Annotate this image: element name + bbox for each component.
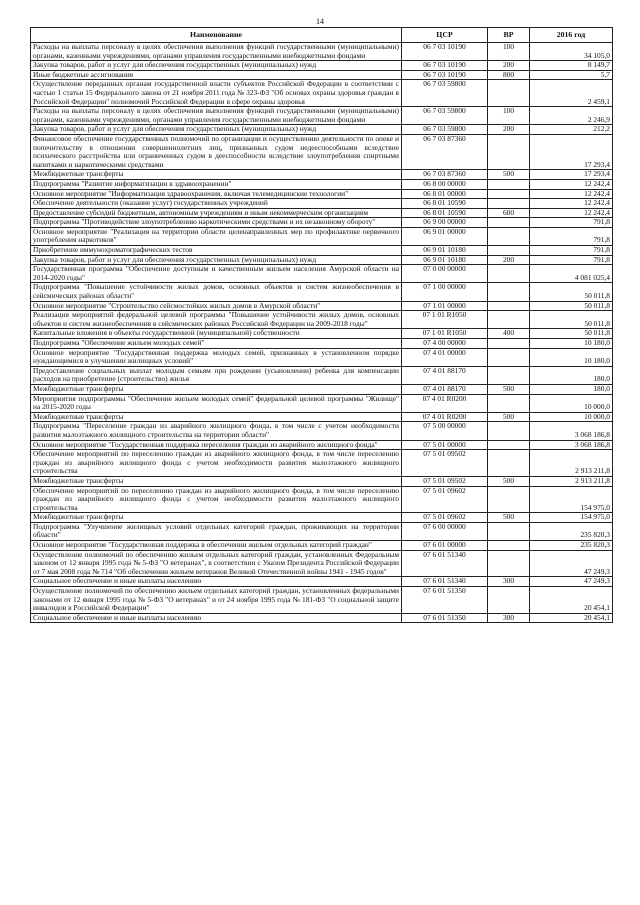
cell-vr (488, 366, 530, 384)
cell-vr (488, 450, 530, 477)
cell-vr (488, 218, 530, 228)
cell-sum: 50 011,8 (530, 283, 613, 301)
cell-csr: 07 6 01 51350 (402, 613, 488, 623)
cell-vr: 600 (488, 208, 530, 218)
cell-vr (488, 301, 530, 311)
cell-csr: 07 6 01 51340 (402, 577, 488, 587)
cell-name: Осуществление полномочий по обеспечению жильем отдельных категорий граждан, установленных Федеральным законом от 12 января 1995 года № 5-ФЗ "О ветеранах", в соответствии с Указом Президента Российской Федерации от 7 мая 2008 года № 714 "Об обеспечении жильем ветеранов Великой Отечественной войны 1941 - 1945 годов" (31, 550, 402, 577)
cell-name: Обеспечение мероприятий по переселению граждан из аварийного жилищного фонда, в том числе переселению граждан из аварийного жилищного фонда с учетом необходимости развития малоэтажного жилищного строительства (31, 486, 402, 513)
table-row (31, 348, 613, 366)
cell-name: Подпрограмма "Переселение граждан из аварийного жилищного фонда, в том числе с учетом необходимости развития малоэтажного жилищного строительства на территории области" (31, 422, 402, 440)
cell-sum: 34 105,0 (530, 43, 613, 61)
table-body (31, 43, 613, 623)
cell-name: Подпрограмма "Развитие информатизации в здравоохранении" (31, 179, 402, 189)
cell-csr: 07 4 01 R0200 (402, 412, 488, 422)
table-row (31, 218, 613, 228)
cell-csr: 07 1 01 00000 (402, 301, 488, 311)
cell-csr: 06 9 01 00000 (402, 227, 488, 245)
cell-name: Подпрограмма "Обеспечение жильем молодых семей" (31, 339, 402, 349)
cell-csr: 07 5 01 00000 (402, 440, 488, 450)
cell-sum: 50 011,8 (530, 329, 613, 339)
cell-sum: 20 454,1 (530, 613, 613, 623)
cell-name: Предоставление субсидий бюджетным, автономным учреждениям и иным некоммерческим организациям (31, 208, 402, 218)
cell-csr: 06 7 03 59800 (402, 125, 488, 135)
header-vr: ВР (488, 28, 530, 43)
cell-name: Государственная программа "Обеспечение доступным и качественным жильем населения Амурской области на 2014-2020 годы" (31, 265, 402, 283)
cell-csr: 06 7 03 87360 (402, 134, 488, 169)
cell-csr: 06 7 03 59800 (402, 107, 488, 125)
cell-sum: 12 242,4 (530, 179, 613, 189)
cell-csr: 07 4 01 00000 (402, 348, 488, 366)
cell-vr (488, 522, 530, 540)
cell-name: Основное мероприятие "Государственная поддержка в обеспечении жильем отдельных категорий граждан" (31, 541, 402, 551)
table-row (31, 394, 613, 412)
cell-csr: 06 8 01 10590 (402, 199, 488, 209)
cell-sum: 154 975,0 (530, 486, 613, 513)
cell-vr (488, 422, 530, 440)
cell-sum: 50 011,8 (530, 311, 613, 329)
table-row (31, 587, 613, 614)
cell-sum: 47 249,3 (530, 550, 613, 577)
cell-csr: 07 6 01 51350 (402, 587, 488, 614)
table-row (31, 283, 613, 301)
cell-csr: 07 4 01 88170 (402, 384, 488, 394)
cell-sum: 5,7 (530, 70, 613, 80)
cell-name: Подпрограмма "Улучшение жилищных условий отдельных категорий граждан, проживающих на территории области" (31, 522, 402, 540)
cell-name: Финансовое обеспечение государственных полномочий по организации и осуществлению деятельности по опеке и попечительству в отношении совершеннолетних лиц, признанных судом недееспособными вследствие психического расстройства или ограниченных судом в дееспособности вследствие злоупотребления спиртными напитками и наркотическими средствами (31, 134, 402, 169)
cell-vr: 500 (488, 476, 530, 486)
cell-name: Капитальные вложения в объекты государственной (муниципальной) собственности (31, 329, 402, 339)
table-header-row (31, 28, 613, 43)
cell-name: Социальное обеспечение и иные выплаты населению (31, 577, 402, 587)
cell-sum: 50 011,8 (530, 301, 613, 311)
table-row (31, 522, 613, 540)
cell-vr (488, 311, 530, 329)
table-row (31, 366, 613, 384)
cell-sum: 12 242,4 (530, 189, 613, 199)
cell-vr (488, 394, 530, 412)
cell-vr: 400 (488, 329, 530, 339)
cell-csr: 07 6 00 00000 (402, 522, 488, 540)
cell-name: Межбюджетные трансферты (31, 513, 402, 523)
cell-sum: 791,8 (530, 218, 613, 228)
cell-vr (488, 541, 530, 551)
cell-csr: 07 6 01 51340 (402, 550, 488, 577)
cell-name: Межбюджетные трансферты (31, 412, 402, 422)
table-row (31, 80, 613, 107)
table-row (31, 125, 613, 135)
cell-sum: 10 180,0 (530, 339, 613, 349)
cell-sum: 47 249,3 (530, 577, 613, 587)
cell-name: Реализация мероприятий федеральной целевой программы "Повышение устойчивости жилых домов, основных объектов и систем жизнеобеспечения в сейсмических районах Российской Федерации на 2009-2018 годы" (31, 311, 402, 329)
cell-vr: 500 (488, 170, 530, 180)
table-row (31, 43, 613, 61)
cell-vr (488, 189, 530, 199)
cell-vr (488, 283, 530, 301)
cell-csr: 07 0 00 00000 (402, 265, 488, 283)
cell-name: Социальное обеспечение и иные выплаты населению (31, 613, 402, 623)
cell-sum: 10 000,0 (530, 394, 613, 412)
header-name: Наименование (31, 28, 402, 43)
header-csr: ЦСР (402, 28, 488, 43)
cell-vr (488, 440, 530, 450)
cell-sum: 12 242,4 (530, 199, 613, 209)
cell-name: Основное мероприятие "Информатизация здравоохранения, включая телемедицинские технологии" (31, 189, 402, 199)
cell-sum: 17 293,4 (530, 170, 613, 180)
cell-name: Предоставление социальных выплат молодым семьям при рождении (усыновлении) ребенка для компенсации расходов на приобретение (строительство) жилья (31, 366, 402, 384)
cell-csr: 06 8 00 00000 (402, 179, 488, 189)
cell-csr: 06 7 03 59800 (402, 80, 488, 107)
cell-name: Мероприятия подпрограммы "Обеспечение жильем молодых семей" федеральной целевой программы "Жилище" на 2015-2020 годы (31, 394, 402, 412)
cell-name: Осуществление полномочий по обеспечению жильем отдельных категорий граждан, установленных федеральными законами от 12 января 1995 года № 5-ФЗ "О ветеранах" и от 24 ноября 1995 года № 181-ФЗ "О социальной защите инвалидов в Российской Федерации" (31, 587, 402, 614)
cell-name: Осуществление переданных органам государственной власти субъектов Российской Федерации в соответствии с частью 1 статьи 15 Федерального закона от 21 ноября 2011 года № 323-ФЗ "Об основах охраны здоровья граждан в Российской Федерации" полномочий Российской Федерации в сфере охраны здоровья (31, 80, 402, 107)
cell-csr: 06 9 01 10180 (402, 255, 488, 265)
cell-sum: 10 000,0 (530, 412, 613, 422)
cell-name: Закупка товаров, работ и услуг для обеспечения государственных (муниципальных) нужд (31, 61, 402, 71)
cell-sum: 3 068 186,8 (530, 422, 613, 440)
cell-name: Подпрограмма "Противодействие злоупотреблению наркотическими средствами и их незаконному обороту" (31, 218, 402, 228)
cell-sum: 2 913 211,8 (530, 450, 613, 477)
cell-name: Подпрограмма "Повышение устойчивости жилых домов, основных объектов и систем жизнеобеспечения в сейсмических районах области" (31, 283, 402, 301)
cell-csr: 07 1 01 R1050 (402, 329, 488, 339)
cell-vr: 200 (488, 125, 530, 135)
cell-vr (488, 486, 530, 513)
cell-vr (488, 339, 530, 349)
table-row (31, 265, 613, 283)
cell-name: Обеспечение деятельности (оказание услуг) государственных учреждений (31, 199, 402, 209)
table-row (31, 422, 613, 440)
cell-vr (488, 179, 530, 189)
cell-csr: 06 7 03 10190 (402, 43, 488, 61)
cell-name: Основное мероприятие "Реализация на территории области целенаправленных мер по профилактике первичного употребления наркотиков" (31, 227, 402, 245)
table-row (31, 613, 613, 623)
cell-vr: 500 (488, 384, 530, 394)
cell-name: Межбюджетные трансферты (31, 384, 402, 394)
cell-vr: 200 (488, 61, 530, 71)
cell-sum: 180,0 (530, 384, 613, 394)
cell-csr: 06 8 01 00000 (402, 189, 488, 199)
cell-csr: 07 4 01 88170 (402, 366, 488, 384)
cell-csr: 07 1 00 00000 (402, 283, 488, 301)
cell-vr (488, 199, 530, 209)
cell-sum: 180,0 (530, 366, 613, 384)
cell-sum: 2 913 211,8 (530, 476, 613, 486)
cell-vr (488, 348, 530, 366)
table-row (31, 450, 613, 477)
cell-sum: 10 180,0 (530, 348, 613, 366)
cell-vr (488, 246, 530, 256)
header-year: 2016 год (530, 28, 613, 43)
table-row (31, 311, 613, 329)
cell-csr: 07 4 00 00000 (402, 339, 488, 349)
cell-csr: 06 7 03 87360 (402, 170, 488, 180)
table-row (31, 246, 613, 256)
cell-sum: 20 454,1 (530, 587, 613, 614)
cell-name: Основное мероприятие "Государственная поддержка переселения граждан из аварийного жилищного фонда" (31, 440, 402, 450)
cell-sum: 212,2 (530, 125, 613, 135)
cell-vr (488, 134, 530, 169)
cell-vr (488, 550, 530, 577)
cell-sum: 4 081 025,4 (530, 265, 613, 283)
cell-vr (488, 80, 530, 107)
cell-sum: 791,8 (530, 227, 613, 245)
cell-vr: 200 (488, 255, 530, 265)
cell-vr: 300 (488, 577, 530, 587)
cell-name: Межбюджетные трансферты (31, 476, 402, 486)
table-row (31, 513, 613, 523)
cell-name: Расходы на выплаты персоналу в целях обеспечения выполнения функций государственными (муниципальными) органами, казенными учреждениями, органами управления государственными внебюджетными фондами (31, 107, 402, 125)
cell-sum: 2 246,9 (530, 107, 613, 125)
cell-name: Иные бюджетные ассигнования (31, 70, 402, 80)
table-row (31, 476, 613, 486)
cell-csr: 07 6 01 00000 (402, 541, 488, 551)
cell-sum: 17 293,4 (530, 134, 613, 169)
cell-sum: 3 068 186,8 (530, 440, 613, 450)
cell-sum: 2 459,1 (530, 80, 613, 107)
budget-table (30, 27, 613, 623)
cell-csr: 07 4 01 R0200 (402, 394, 488, 412)
cell-vr: 500 (488, 412, 530, 422)
cell-sum: 12 242,4 (530, 208, 613, 218)
table-row (31, 199, 613, 209)
cell-vr (488, 587, 530, 614)
cell-name: Обеспечение мероприятий по переселению граждан из аварийного жилищного фонда, в том числе переселению граждан из аварийного жилищного фонда с учетом необходимости развития малоэтажного жилищного строительства (31, 450, 402, 477)
cell-csr: 07 5 00 00000 (402, 422, 488, 440)
table-row (31, 541, 613, 551)
table-row (31, 107, 613, 125)
cell-csr: 07 1 01 R1050 (402, 311, 488, 329)
cell-csr: 06 7 03 10190 (402, 70, 488, 80)
cell-sum: 791,8 (530, 246, 613, 256)
page-number: 14 (316, 17, 324, 26)
cell-vr: 100 (488, 43, 530, 61)
cell-sum: 791,8 (530, 255, 613, 265)
cell-name: Закупка товаров, работ и услуг для обеспечения государственных (муниципальных) нужд (31, 255, 402, 265)
cell-vr: 100 (488, 107, 530, 125)
cell-csr: 06 9 00 00000 (402, 218, 488, 228)
table-row (31, 170, 613, 180)
cell-name: Расходы на выплаты персоналу в целях обеспечения выполнения функций государственными (муниципальными) органами, казенными учреждениями, органами управления государственными внебюджетными фондами (31, 43, 402, 61)
cell-csr: 07 5 01 09602 (402, 486, 488, 513)
cell-sum: 235 820,3 (530, 541, 613, 551)
table-row (31, 61, 613, 71)
cell-csr: 07 5 01 09502 (402, 450, 488, 477)
cell-csr: 07 5 01 09502 (402, 476, 488, 486)
cell-sum: 154 975,0 (530, 513, 613, 523)
table-row (31, 339, 613, 349)
cell-sum: 235 820,3 (530, 522, 613, 540)
table-row (31, 227, 613, 245)
cell-name: Основное мероприятие "Строительство сейсмостойких жилых домов в Амурской области" (31, 301, 402, 311)
cell-sum: 8 149,7 (530, 61, 613, 71)
cell-csr: 06 8 01 10590 (402, 208, 488, 218)
table-row (31, 179, 613, 189)
cell-name: Приобретение иммунохроматографических тестов (31, 246, 402, 256)
cell-name: Межбюджетные трансферты (31, 170, 402, 180)
table-row (31, 486, 613, 513)
cell-vr: 500 (488, 513, 530, 523)
table-row (31, 384, 613, 394)
cell-csr: 07 5 01 09602 (402, 513, 488, 523)
cell-name: Закупка товаров, работ и услуг для обеспечения государственных (муниципальных) нужд (31, 125, 402, 135)
cell-vr: 800 (488, 70, 530, 80)
cell-csr: 06 9 01 10180 (402, 246, 488, 256)
table-row (31, 550, 613, 577)
cell-csr: 06 7 03 10190 (402, 61, 488, 71)
cell-vr (488, 265, 530, 283)
cell-vr: 300 (488, 613, 530, 623)
cell-name: Основное мероприятие "Государственная поддержка молодых семей, признанных в установленном порядке нуждающимися в улучшении жилищных условий" (31, 348, 402, 366)
cell-vr (488, 227, 530, 245)
table-row (31, 134, 613, 169)
